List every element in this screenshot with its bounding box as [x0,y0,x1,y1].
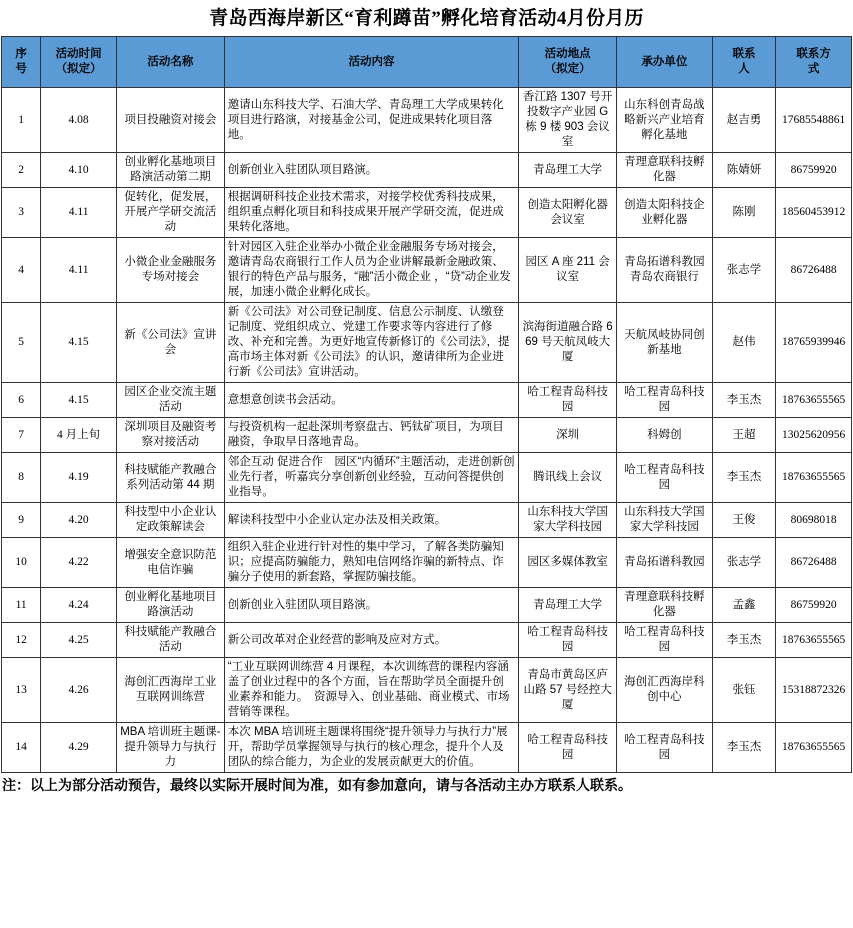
table-row [2,153,852,188]
header-contact-line2: 人 [738,63,750,75]
cell-activity-name: 科技赋能产教融合活动 [116,623,224,658]
activity-calendar-table [1,36,852,773]
cell-contact-phone: 18560453912 [776,188,852,238]
cell-activity-name: 科技型中小企业认定政策解读会 [116,503,224,538]
header-place-line2: （拟定） [544,63,591,75]
cell-activity-name: 深圳项目及融资考察对接活动 [116,418,224,453]
cell-date: 4.15 [41,303,117,383]
cell-activity-content: 与投资机构一起赴深圳考察盘古、钙钛矿项目，为项目融资，争取早日落地青岛。 [224,418,518,453]
header-date-line2: （拟定） [55,63,102,75]
cell-activity-content: 邻企互动 促进合作 园区“内循环”主题活动，走进创新创业先行者，听嘉宾分享创新创业经验，互动问答提供创业指导。 [224,453,518,503]
cell-index: 4 [2,238,41,303]
cell-index: 13 [2,658,41,723]
cell-activity-content: 创新创业入驻团队项目路演。 [224,588,518,623]
cell-activity-content: 组织入驻企业进行针对性的集中学习，了解各类防骗知识；应提高防骗能力，熟知电信网络诈骗的新特点、诈骗分子使用的新套路，掌握防骗技能。 [224,538,518,588]
column-header-contact [712,37,776,88]
column-header-content [224,37,518,88]
cell-activity-content: 根据调研科技企业技术需求，对接学校优秀科技成果，组织重点孵化项目和科技成果开展产学研交流，促进成果转化落地。 [224,188,518,238]
cell-place: 哈工程青岛科技园 [519,723,617,773]
cell-index: 11 [2,588,41,623]
cell-date: 4.19 [41,453,117,503]
table-row [2,658,852,723]
column-header-organizer [617,37,713,88]
cell-place: 深圳 [519,418,617,453]
cell-index: 14 [2,723,41,773]
cell-date: 4.22 [41,538,117,588]
cell-place: 滨海街道融合路 669 号天航凤岐大厦 [519,303,617,383]
header-place-line1: 活动地点 [544,48,591,60]
cell-contact-person: 陈婧妍 [712,153,776,188]
cell-index: 3 [2,188,41,238]
cell-contact-person: 张志学 [712,238,776,303]
cell-index: 10 [2,538,41,588]
cell-contact-phone: 18763655565 [776,623,852,658]
table-row [2,303,852,383]
cell-contact-person: 张志学 [712,538,776,588]
cell-activity-content: 新《公司法》对公司登记制度、信息公示制度、认缴登记制度、党组织成立、党建工作要求等内容进行了修改、补充和完善。为更好地宣传新修订的《公司法》，提高市场主体对新《公司法》的认识，邀请律所为企业进行新《公司法》宣讲活动。 [224,303,518,383]
cell-activity-content: 本次 MBA 培训班主题课将围绕“提升领导力与执行力”展开，帮助学员掌握领导与执行的核心理念，提升个人及团队的综合能力，为企业的发展贡献更大的价值。 [224,723,518,773]
cell-place: 山东科技大学国家大学科技园 [519,503,617,538]
cell-activity-name: 项目投融资对接会 [116,88,224,153]
header-contact-line1: 联系 [732,48,756,60]
cell-activity-name: MBA 培训班主题课-提升领导力与执行力 [116,723,224,773]
table-row [2,503,852,538]
cell-activity-name: 促转化，促发展，开展产学研交流活动 [116,188,224,238]
table-row [2,383,852,418]
table-row [2,238,852,303]
cell-date: 4.10 [41,153,117,188]
cell-date: 4.20 [41,503,117,538]
cell-date: 4.25 [41,623,117,658]
cell-contact-person: 张钰 [712,658,776,723]
cell-activity-content: 意想意创读书会活动。 [224,383,518,418]
page-title: 青岛西海岸新区“育利蹲苗”孵化培育活动4月份月历 [209,8,644,29]
cell-organizer: 青理意联科技孵化器 [617,588,713,623]
column-header-name [116,37,224,88]
cell-index: 7 [2,418,41,453]
cell-place: 创造太阳孵化器会议室 [519,188,617,238]
table-row [2,188,852,238]
table-body [2,88,852,773]
cell-contact-person: 赵伟 [712,303,776,383]
cell-contact-phone: 15318872326 [776,658,852,723]
cell-organizer: 创造太阳科技企业孵化器 [617,188,713,238]
table-header [2,37,852,88]
cell-date: 4.15 [41,383,117,418]
column-header-date [41,37,117,88]
column-header-place [519,37,617,88]
table-row [2,723,852,773]
cell-activity-name: 新《公司法》宣讲会 [116,303,224,383]
cell-contact-phone: 86726488 [776,238,852,303]
cell-activity-content: 解读科技型中小企业认定办法及相关政策。 [224,503,518,538]
cell-place: 青岛市黄岛区庐山路 57 号经控大厦 [519,658,617,723]
cell-contact-phone: 13025620956 [776,418,852,453]
cell-contact-person: 李玉杰 [712,383,776,418]
cell-index: 2 [2,153,41,188]
cell-contact-phone: 86759920 [776,588,852,623]
table-row [2,453,852,503]
cell-place: 香江路 1307 号开投数字产业园 G 栋 9 楼 903 会议室 [519,88,617,153]
cell-contact-phone: 18763655565 [776,453,852,503]
table-row [2,588,852,623]
column-header-phone [776,37,852,88]
cell-organizer: 哈工程青岛科技园 [617,723,713,773]
cell-date: 4 月上旬 [41,418,117,453]
table-row [2,623,852,658]
cell-activity-content: 邀请山东科技大学、石油大学、青岛理工大学成果转化项目进行路演，对接基金公司，促进成果转化项目落地。 [224,88,518,153]
cell-contact-person: 李玉杰 [712,723,776,773]
cell-activity-content: 创新创业入驻团队项目路演。 [224,153,518,188]
header-index-line1: 序 [15,48,27,60]
cell-activity-name: 增强安全意识防范电信诈骗 [116,538,224,588]
cell-contact-person: 陈刚 [712,188,776,238]
cell-contact-phone: 18765939946 [776,303,852,383]
table-row [2,538,852,588]
cell-activity-content: 新公司改革对企业经营的影响及应对方式。 [224,623,518,658]
cell-organizer: 哈工程青岛科技园 [617,453,713,503]
cell-contact-phone: 18763655565 [776,723,852,773]
cell-contact-person: 李玉杰 [712,623,776,658]
cell-index: 8 [2,453,41,503]
header-phone-line1: 联系方 [796,48,831,60]
cell-contact-phone: 86726488 [776,538,852,588]
cell-place: 青岛理工大学 [519,588,617,623]
cell-index: 1 [2,88,41,153]
cell-organizer: 青岛拓谱科教园 [617,538,713,588]
cell-activity-name: 小微企业金融服务专场对接会 [116,238,224,303]
cell-index: 6 [2,383,41,418]
cell-organizer: 科姆创 [617,418,713,453]
cell-place: 哈工程青岛科技园 [519,623,617,658]
cell-index: 12 [2,623,41,658]
cell-place: 青岛理工大学 [519,153,617,188]
header-row [2,37,852,88]
cell-date: 4.24 [41,588,117,623]
cell-organizer: 青理意联科技孵化器 [617,153,713,188]
cell-place: 腾讯线上会议 [519,453,617,503]
header-organizer-line1: 承办单位 [641,55,688,68]
cell-organizer: 山东科技大学国家大学科技园 [617,503,713,538]
cell-contact-phone: 80698018 [776,503,852,538]
cell-contact-phone: 18763655565 [776,383,852,418]
cell-place: 哈工程青岛科技园 [519,383,617,418]
cell-organizer: 天航凤岐协同创新基地 [617,303,713,383]
cell-place: 园区多媒体教室 [519,538,617,588]
table-row [2,418,852,453]
header-name-line1: 活动名称 [147,55,194,68]
header-date-line1: 活动时间 [55,48,102,60]
header-content-line1: 活动内容 [348,55,395,68]
cell-date: 4.26 [41,658,117,723]
cell-date: 4.11 [41,238,117,303]
cell-index: 5 [2,303,41,383]
cell-organizer: 山东科创青岛战略新兴产业培育孵化基地 [617,88,713,153]
cell-activity-name: 创业孵化基地项目路演活动第二期 [116,153,224,188]
cell-organizer: 海创汇西海岸科创中心 [617,658,713,723]
cell-contact-person: 孟鑫 [712,588,776,623]
cell-activity-name: 海创汇西海岸工业互联网训练营 [116,658,224,723]
cell-date: 4.11 [41,188,117,238]
cell-date: 4.08 [41,88,117,153]
table-row [2,88,852,153]
cell-activity-content: “工业互联网训练营 4 月课程，本次训练营的课程内容涵盖了创业过程中的各个方面，旨在帮助学员全面提升创业素养和能力。 资源导入、创业基础、商业模式、市场营销等课程。 [224,658,518,723]
cell-index: 9 [2,503,41,538]
cell-activity-name: 园区企业交流主题活动 [116,383,224,418]
cell-contact-phone: 17685548861 [776,88,852,153]
footer-note: 注：以上为部分活动预告，最终以实际开展时间为准，如有参加意向，请与各活动主办方联系人联系。 [2,779,632,794]
cell-contact-person: 王超 [712,418,776,453]
cell-contact-person: 赵吉勇 [712,88,776,153]
cell-activity-name: 科技赋能产教融合系列活动第 44 期 [116,453,224,503]
cell-contact-person: 李玉杰 [712,453,776,503]
cell-contact-person: 王俊 [712,503,776,538]
cell-organizer: 青岛拓谱科教园 青岛农商银行 [617,238,713,303]
cell-organizer: 哈工程青岛科技园 [617,383,713,418]
cell-activity-content: 针对园区入驻企业举办小微企业金融服务专场对接会，邀请青岛农商银行工作人员为企业讲解最新金融政策、银行的特色产品与服务，“融”活小微企业 ，“贷”动企业发展，加速小微企业孵化成长。 [224,238,518,303]
column-header-index [2,37,41,88]
cell-contact-phone: 86759920 [776,153,852,188]
header-index-line2: 号 [15,63,27,75]
cell-organizer: 哈工程青岛科技园 [617,623,713,658]
cell-activity-name: 创业孵化基地项目路演活动 [116,588,224,623]
header-phone-line2: 式 [807,63,820,75]
cell-date: 4.29 [41,723,117,773]
cell-place: 园区 A 座 211 会议室 [519,238,617,303]
